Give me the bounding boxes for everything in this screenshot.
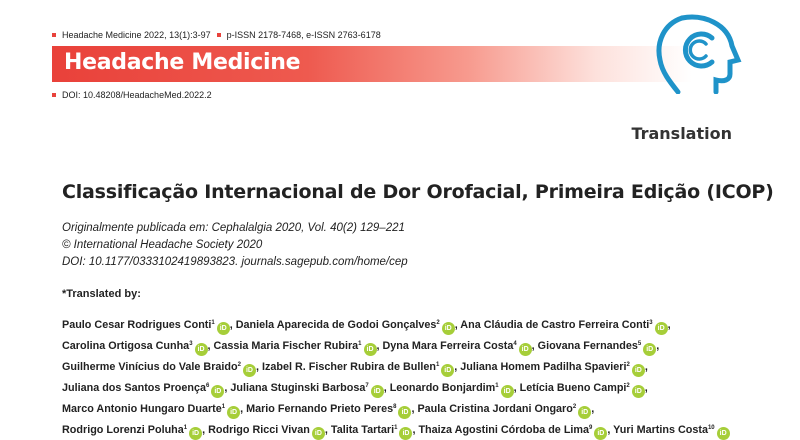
author-name: Yuri Martins Costa bbox=[613, 424, 708, 436]
author-affiliation: 1 bbox=[211, 320, 215, 326]
author-name: Juliana Stuginski Barbosa bbox=[230, 382, 366, 394]
author bbox=[418, 424, 610, 436]
orcid-icon[interactable]: iD bbox=[243, 364, 256, 377]
orcid-icon[interactable]: iD bbox=[217, 322, 230, 335]
author-separator: , bbox=[644, 361, 648, 373]
author-separator: , bbox=[411, 403, 415, 415]
author-affiliation: 6 bbox=[206, 383, 210, 389]
orcid-icon[interactable]: iD bbox=[442, 322, 455, 335]
author-name: Mario Fernando Prieto Peres bbox=[246, 403, 394, 415]
author-separator: , bbox=[383, 382, 387, 394]
author-affiliation: 1 bbox=[358, 341, 362, 347]
orcid-icon[interactable]: iD bbox=[717, 427, 730, 440]
author bbox=[520, 382, 648, 394]
orcid-icon[interactable]: iD bbox=[227, 406, 240, 419]
author-affiliation: 1 bbox=[435, 362, 440, 368]
author-line bbox=[62, 335, 752, 356]
author-affiliation: 2 bbox=[436, 320, 440, 326]
author-separator: , bbox=[202, 424, 206, 436]
orcid-icon[interactable]: iD bbox=[189, 427, 202, 440]
author-name: Cassia Maria Fischer Rubira bbox=[213, 340, 359, 352]
author-affiliation: 1 bbox=[495, 383, 499, 389]
author-name: Dyna Mara Ferreira Costa bbox=[382, 340, 514, 352]
original-source bbox=[62, 220, 408, 271]
author-name: Marco Antonio Hungaro Duarte bbox=[62, 403, 222, 415]
author bbox=[214, 340, 380, 352]
author-name: Giovana Fernandes bbox=[537, 340, 638, 352]
orcid-icon[interactable]: iD bbox=[643, 343, 656, 356]
author bbox=[230, 382, 386, 394]
author bbox=[613, 424, 729, 436]
author-line bbox=[62, 419, 752, 440]
bullet-icon bbox=[52, 33, 56, 37]
orcid-icon[interactable]: iD bbox=[195, 343, 208, 356]
orcid-icon[interactable]: iD bbox=[501, 385, 514, 398]
author-affiliation: 7 bbox=[365, 383, 369, 389]
source-line: DOI: 10.1177/0333102419893823. journals.sagepub.com/home/cep bbox=[62, 256, 408, 268]
author-affiliation: 9 bbox=[589, 425, 593, 431]
orcid-icon[interactable]: iD bbox=[399, 427, 412, 440]
author-affiliation: 2 bbox=[572, 404, 577, 410]
author-separator: , bbox=[454, 361, 458, 373]
author bbox=[62, 319, 233, 331]
source-line: Originalmente publicada em: Cephalalgia 2020, Vol. 40(2) 129–221 bbox=[62, 222, 405, 234]
author bbox=[262, 361, 457, 373]
author-affiliation: 2 bbox=[626, 362, 630, 368]
author-separator: , bbox=[644, 382, 648, 394]
author-separator: , bbox=[667, 319, 671, 331]
author bbox=[246, 403, 414, 415]
orcid-icon[interactable]: iD bbox=[364, 343, 377, 356]
author-name: Rodrigo Ricci Vivan bbox=[208, 424, 310, 436]
author bbox=[460, 361, 648, 373]
orcid-icon[interactable]: iD bbox=[441, 364, 454, 377]
issn: p-ISSN 2178-7468, e-ISSN 2763-6178 bbox=[226, 30, 381, 40]
orcid-icon[interactable]: iD bbox=[519, 343, 532, 356]
author-separator: , bbox=[324, 424, 328, 436]
author-separator: , bbox=[240, 403, 244, 415]
author-name: Guilherme Vinícius do Vale Braido bbox=[62, 361, 238, 373]
author-name: Talita Tartari bbox=[330, 424, 395, 436]
author-affiliation: 3 bbox=[649, 320, 653, 326]
author-separator: , bbox=[607, 424, 611, 436]
author bbox=[460, 319, 670, 331]
author-separator: , bbox=[412, 424, 416, 436]
author-name: Daniela Aparecida de Godoi Gonçalves bbox=[235, 319, 437, 331]
author-name: Carolina Ortigosa Cunha bbox=[62, 340, 190, 352]
author-affiliation: 10 bbox=[707, 425, 715, 431]
author-separator: , bbox=[656, 340, 660, 352]
author-name: Leonardo Bonjardim bbox=[389, 382, 496, 394]
author-affiliation: 8 bbox=[393, 404, 397, 410]
author-name: Juliana dos Santos Proença bbox=[62, 382, 207, 394]
orcid-icon[interactable]: iD bbox=[594, 427, 607, 440]
author-name: Rodrigo Lorenzi Poluha bbox=[62, 424, 184, 436]
author bbox=[236, 319, 458, 331]
author-name: Juliana Homem Padilha Spavieri bbox=[460, 361, 627, 373]
author-separator: , bbox=[376, 340, 380, 352]
author-name: Letícia Bueno Campi bbox=[519, 382, 627, 394]
journal-reference: Headache Medicine 2022, 13(1):3-97 bbox=[62, 30, 211, 40]
orcid-icon[interactable]: iD bbox=[655, 322, 668, 335]
author-separator: , bbox=[207, 340, 211, 352]
author-affiliation: 4 bbox=[513, 341, 517, 347]
author bbox=[417, 403, 594, 415]
orcid-icon[interactable]: iD bbox=[211, 385, 224, 398]
author-line bbox=[62, 398, 752, 419]
author-affiliation: 1 bbox=[394, 425, 398, 431]
journal-title: Headache Medicine bbox=[64, 50, 301, 75]
author-separator: , bbox=[454, 319, 458, 331]
author-list bbox=[62, 314, 752, 440]
section-tag: Translation bbox=[631, 124, 732, 143]
author-affiliation: 2 bbox=[237, 362, 241, 368]
journal-doi-line bbox=[52, 90, 212, 100]
author bbox=[390, 382, 517, 394]
orcid-icon[interactable]: iD bbox=[398, 406, 411, 419]
author-name: Paula Cristina Jordani Ongaro bbox=[417, 403, 573, 415]
orcid-icon[interactable]: iD bbox=[632, 364, 645, 377]
author-affiliation: 1 bbox=[221, 404, 226, 410]
author-affiliation: 5 bbox=[637, 341, 642, 347]
author bbox=[538, 340, 660, 352]
author bbox=[62, 361, 259, 373]
author bbox=[62, 403, 243, 415]
author-separator: , bbox=[229, 319, 233, 331]
translated-by-label: *Translated by: bbox=[62, 288, 141, 300]
article-title: Classificação Internacional de Dor Orofacial, Primeira Edição (ICOP) bbox=[62, 181, 774, 203]
journal-logo-icon bbox=[652, 12, 746, 94]
author-affiliation: 1 bbox=[183, 425, 188, 431]
author-name: Izabel R. Fischer Rubira de Bullen bbox=[261, 361, 436, 373]
author-name: Ana Cláudia de Castro Ferreira Conti bbox=[460, 319, 650, 331]
author-separator: , bbox=[224, 382, 228, 394]
author-name: Paulo Cesar Rodrigues Conti bbox=[62, 319, 212, 331]
author-affiliation: 3 bbox=[189, 341, 193, 347]
author-line bbox=[62, 356, 752, 377]
author bbox=[208, 424, 328, 436]
author bbox=[62, 382, 227, 394]
orcid-icon[interactable]: iD bbox=[632, 385, 645, 398]
author-separator: , bbox=[255, 361, 259, 373]
journal-meta-line bbox=[52, 30, 381, 40]
orcid-icon[interactable]: iD bbox=[371, 385, 384, 398]
bullet-icon bbox=[52, 93, 56, 97]
journal-doi: DOI: 10.48208/HeadacheMed.2022.2 bbox=[62, 90, 212, 100]
author-name: Thaiza Agostini Córdoba de Lima bbox=[418, 424, 590, 436]
author bbox=[331, 424, 416, 436]
orcid-icon[interactable]: iD bbox=[578, 406, 591, 419]
orcid-icon[interactable]: iD bbox=[312, 427, 325, 440]
author-separator: , bbox=[513, 382, 517, 394]
journal-banner bbox=[52, 46, 692, 82]
source-line: © International Headache Society 2020 bbox=[62, 239, 263, 251]
author bbox=[62, 340, 211, 352]
author-line bbox=[62, 377, 752, 398]
bullet-icon bbox=[217, 33, 221, 37]
author-affiliation: 2 bbox=[626, 383, 630, 389]
author bbox=[383, 340, 535, 352]
author-line bbox=[62, 314, 752, 335]
author-separator: , bbox=[531, 340, 535, 352]
author bbox=[62, 424, 205, 436]
author-separator: , bbox=[591, 403, 595, 415]
